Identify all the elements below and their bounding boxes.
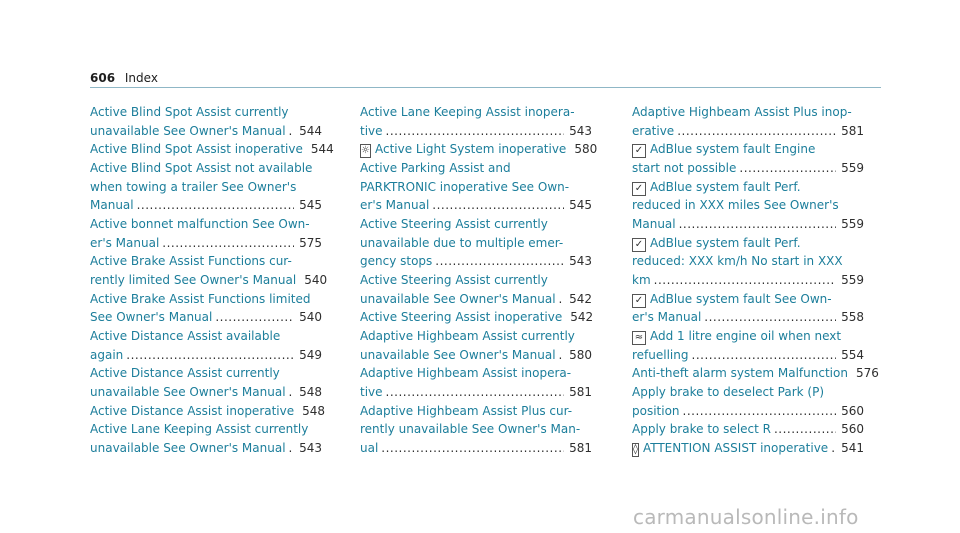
index-entry-line — [360, 364, 592, 383]
index-entry-line — [90, 402, 326, 421]
index-entry[interactable] — [360, 308, 592, 327]
leader-dots — [683, 402, 837, 421]
index-page-ref[interactable]: 581 — [841, 123, 864, 138]
leader-dots — [289, 122, 295, 141]
index-column-1 — [90, 103, 334, 457]
index-entry-text: rently unavailable See Owner's Man- — [360, 422, 581, 437]
leader-dots — [126, 346, 294, 365]
index-entry-text: Active Brake Assist Functions limited — [90, 291, 311, 306]
index-page-ref[interactable]: 549 — [299, 347, 322, 362]
adblue-icon: ✓ — [632, 238, 646, 252]
index-entry-line — [360, 402, 592, 421]
index-entry-line — [90, 308, 322, 327]
index-entry[interactable] — [90, 140, 334, 159]
index-entry-text: AdBlue system fault Perf. — [650, 235, 801, 250]
index-entry-text: Active Steering Assist currently — [360, 216, 548, 231]
index-page-ref[interactable]: 540 — [299, 310, 322, 325]
index-entry-text: Manual — [632, 216, 676, 231]
index-entry[interactable] — [632, 234, 864, 290]
index-page-ref[interactable]: 559 — [841, 160, 864, 175]
index-entry-text: gency stops — [360, 254, 433, 269]
index-entry[interactable] — [632, 103, 864, 140]
index-page-ref[interactable]: 575 — [299, 235, 322, 250]
index-entry-text: Active Light System inoperative — [374, 142, 567, 157]
index-page-ref[interactable]: 580 — [569, 347, 592, 362]
leader-dots — [704, 308, 836, 327]
index-page-ref[interactable]: 581 — [569, 440, 592, 455]
index-entry[interactable] — [90, 159, 322, 215]
index-page-ref[interactable]: 545 — [299, 198, 322, 213]
index-entry-line — [360, 215, 592, 234]
index-entry[interactable] — [90, 402, 326, 421]
leader-dots — [162, 234, 294, 253]
index-entry-line — [90, 346, 322, 365]
index-page-ref[interactable]: 554 — [841, 347, 864, 362]
index-entry-line — [90, 271, 328, 290]
index-entry-text: Active Parking Assist and — [360, 160, 511, 175]
index-entry-line — [632, 215, 864, 234]
adblue-icon: ✓ — [632, 182, 646, 196]
index-entry-text: Apply brake to select R — [632, 422, 771, 437]
leader-dots — [774, 420, 836, 439]
leader-dots — [289, 439, 295, 458]
index-entry-line — [360, 252, 592, 271]
index-entry[interactable] — [360, 402, 592, 458]
index-entry-text: Active Lane Keeping Assist currently — [90, 422, 309, 437]
index-entry[interactable] — [90, 327, 322, 364]
section-title: Index — [124, 71, 158, 85]
index-entry-line — [632, 308, 864, 327]
index-entry-line — [632, 290, 864, 309]
index-entry-line — [360, 159, 592, 178]
index-page-ref[interactable]: 576 — [855, 366, 879, 381]
index-entry-line — [632, 234, 864, 253]
index-entry[interactable] — [632, 290, 864, 327]
index-entry[interactable] — [360, 159, 592, 215]
index-page-ref[interactable]: 559 — [841, 272, 864, 287]
leader-dots — [692, 346, 837, 365]
index-entry-line — [90, 103, 322, 122]
index-entry[interactable] — [90, 103, 322, 140]
index-entry-line — [632, 140, 864, 159]
index-page-ref[interactable]: 560 — [841, 403, 864, 418]
index-entry-line — [632, 252, 864, 271]
watermark: carmanualsonline.info — [633, 505, 859, 529]
index-page-ref[interactable]: 541 — [841, 440, 864, 455]
index-page-ref[interactable]: 558 — [841, 310, 864, 325]
index-entry-line — [632, 346, 864, 365]
index-entry-line — [90, 420, 322, 439]
index-entry-text: unavailable due to multiple emer- — [360, 235, 564, 250]
index-entry-text: See Owner's Manual — [90, 310, 213, 325]
index-page-ref[interactable]: 580 — [574, 142, 598, 157]
index-entry-text: Active Distance Assist available — [90, 328, 281, 343]
leader-dots — [386, 383, 565, 402]
leader-dots — [289, 383, 295, 402]
index-entry[interactable] — [90, 290, 322, 327]
index-entry-line — [632, 271, 864, 290]
header-divider — [90, 87, 881, 88]
index-entry-line — [632, 159, 864, 178]
index-entry-text: Active Distance Assist currently — [90, 366, 280, 381]
index-entry-line — [632, 383, 864, 402]
index-entry-line — [90, 252, 322, 271]
index-entry-line — [360, 290, 592, 309]
leader-dots — [215, 308, 294, 327]
leader-dots — [654, 271, 836, 290]
index-page-ref[interactable]: 548 — [302, 403, 326, 418]
index-entry-line — [90, 327, 322, 346]
index-entry-text: er's Manual — [90, 235, 160, 250]
leader-dots — [739, 159, 836, 178]
adblue-icon: ✓ — [632, 144, 646, 158]
index-entry-text: Active Blind Spot Assist currently — [90, 105, 289, 119]
index-entry[interactable] — [632, 420, 864, 439]
index-entry-line — [90, 234, 322, 253]
index-entry-text: unavailable See Owner's Manual — [360, 347, 556, 362]
index-entry-text: unavailable See Owner's Manual — [360, 291, 556, 306]
index-entry-text: ATTENTION ASSIST inoperative — [642, 440, 829, 455]
index-page-ref[interactable]: 559 — [841, 216, 864, 231]
index-entry-line — [632, 122, 864, 141]
index-page-ref[interactable]: 545 — [569, 198, 592, 213]
index-page-ref[interactable]: 540 — [304, 272, 328, 287]
page-header — [90, 71, 158, 85]
light-icon: ☼ — [361, 145, 370, 157]
index-page-ref[interactable]: 543 — [569, 254, 592, 269]
index-entry-line — [90, 178, 322, 197]
index-entry-text: start not possible — [632, 160, 737, 175]
index-entry-text: Active Steering Assist inoperative — [360, 310, 563, 325]
index-column-2 — [360, 103, 598, 457]
index-entry-line — [360, 327, 592, 346]
index-entry-text: refuelling — [632, 347, 689, 362]
leader-dots — [137, 196, 294, 215]
index-page-ref[interactable]: 542 — [570, 310, 594, 325]
index-entry[interactable] — [632, 327, 864, 364]
index-entry-text: tive — [360, 384, 383, 399]
index-entry-line — [632, 439, 864, 458]
index-entry[interactable] — [632, 383, 864, 420]
index-page-ref[interactable]: 548 — [299, 384, 322, 399]
index-entry-text: Adaptive Highbeam Assist Plus cur- — [360, 403, 573, 418]
index-entry[interactable] — [360, 103, 592, 140]
index-entry-line — [632, 178, 864, 197]
index-entry-text: Active Brake Assist Functions cur- — [90, 254, 292, 269]
index-entry[interactable] — [90, 252, 328, 289]
index-entry-line — [360, 178, 592, 197]
index-entry-text: Add 1 litre engine oil when next — [650, 328, 842, 343]
leader-dots — [559, 290, 565, 309]
index-entry-line — [632, 420, 864, 439]
leader-dots — [831, 439, 836, 458]
index-entry[interactable] — [360, 327, 592, 364]
index-entry-line — [360, 439, 592, 458]
index-entry-line — [360, 383, 592, 402]
index-entry-line — [90, 290, 322, 309]
index-entry[interactable] — [632, 140, 864, 177]
index-entry-line — [360, 122, 592, 141]
index-entry-text: unavailable See Owner's Manual — [90, 384, 286, 399]
index-entry-line — [90, 196, 322, 215]
index-entry-line — [632, 103, 864, 122]
index-entry-text: again — [90, 347, 124, 362]
index-entry[interactable] — [632, 439, 864, 458]
index-page-ref[interactable]: 560 — [841, 422, 864, 437]
index-entry[interactable] — [632, 178, 864, 234]
index-page-ref[interactable]: 542 — [569, 291, 592, 306]
index-entry-text: Active Steering Assist currently — [360, 272, 548, 287]
index-entry-text: er's Manual — [360, 198, 430, 213]
index-entry[interactable] — [360, 215, 592, 271]
index-entry-text: rently limited See Owner's Manual — [90, 272, 297, 287]
index-entry-text: AdBlue system fault See Own- — [650, 291, 832, 306]
index-entry-text: PARKTRONIC inoperative See Own- — [360, 179, 570, 194]
index-entry-text: unavailable See Owner's Manual — [90, 440, 286, 455]
leader-dots — [677, 122, 836, 141]
index-entry-text: reduced in XXX miles See Owner's — [632, 198, 839, 213]
index-entry-text: km — [632, 272, 651, 287]
page-number: 606 — [90, 71, 116, 85]
index-entry-line — [360, 103, 592, 122]
leader-dots — [432, 196, 564, 215]
index-entry-line — [360, 271, 592, 290]
index-entry-text: tive — [360, 123, 383, 138]
index-entry-line — [90, 383, 322, 402]
index-entry-text: erative — [632, 123, 675, 138]
index-entry[interactable] — [90, 364, 322, 401]
index-entry-line — [360, 196, 592, 215]
index-entry-line — [632, 402, 864, 421]
index-entry-line — [632, 327, 864, 346]
index-entry[interactable] — [360, 364, 592, 401]
index-entry[interactable] — [360, 271, 592, 308]
index-page-ref[interactable]: 581 — [569, 384, 592, 399]
index-entry[interactable] — [90, 215, 322, 252]
index-entry-line — [360, 140, 598, 159]
index-page-ref[interactable]: 543 — [299, 440, 322, 455]
index-entry-line — [90, 159, 322, 178]
index-entry-text: Adaptive Highbeam Assist inopera- — [360, 366, 572, 381]
index-entry-line — [90, 439, 322, 458]
index-entry-line — [90, 215, 322, 234]
leader-dots — [381, 439, 564, 458]
oil-icon: ≈ — [632, 331, 646, 345]
leader-dots — [386, 122, 565, 141]
adblue-icon: ✓ — [632, 294, 646, 308]
index-entry-line — [90, 140, 334, 159]
index-entry-text: Active Lane Keeping Assist inopera- — [360, 105, 575, 119]
index-column-3 — [632, 103, 879, 457]
index-entry-text: Active Distance Assist inoperative — [90, 403, 295, 418]
index-page-ref[interactable]: 544 — [299, 123, 322, 138]
index-entry-text: Adaptive Highbeam Assist Plus inop- — [632, 105, 852, 119]
index-entry-line — [360, 234, 592, 253]
index-entry-text: AdBlue system fault Perf. — [650, 179, 801, 194]
index-entry-text: Active Blind Spot Assist inoperative — [90, 142, 303, 157]
index-entry-line — [632, 196, 864, 215]
index-entry[interactable] — [360, 140, 598, 159]
index-entry-line — [360, 308, 592, 327]
index-entry-text: unavailable See Owner's Manual — [90, 123, 286, 138]
leader-dots — [559, 346, 565, 365]
index-entry-text: Apply brake to deselect Park (P) — [632, 384, 824, 399]
index-entry-text: when towing a trailer See Owner's — [90, 179, 297, 194]
index-entry-text: Adaptive Highbeam Assist currently — [360, 328, 575, 343]
index-entry-line — [90, 364, 322, 383]
index-entry-text: Manual — [90, 198, 134, 213]
index-entry-text: Active Blind Spot Assist not available — [90, 160, 313, 175]
index-entry-text: Anti-theft alarm system Malfunction — [632, 366, 848, 381]
index-page-ref[interactable]: 543 — [569, 123, 592, 138]
index-page-ref[interactable]: 544 — [310, 142, 334, 157]
index-entry-text: ual — [360, 440, 379, 455]
leader-dots — [679, 215, 836, 234]
index-entry-text: AdBlue system fault Engine — [650, 142, 816, 157]
index-entry[interactable] — [632, 364, 879, 383]
attention-icon: ◊ — [633, 443, 638, 455]
index-entry-line — [360, 420, 592, 439]
index-entry-text: er's Manual — [632, 310, 702, 325]
leader-dots — [435, 252, 564, 271]
index-entry-line — [632, 364, 879, 383]
index-entry-text: reduced: XXX km/h No start in XXX — [632, 254, 843, 269]
index-entry[interactable] — [90, 420, 322, 457]
index-entry-text: position — [632, 403, 680, 418]
index-entry-line — [90, 122, 322, 141]
index-entry-text: Active bonnet malfunction See Own- — [90, 216, 310, 231]
index-entry-line — [360, 346, 592, 365]
